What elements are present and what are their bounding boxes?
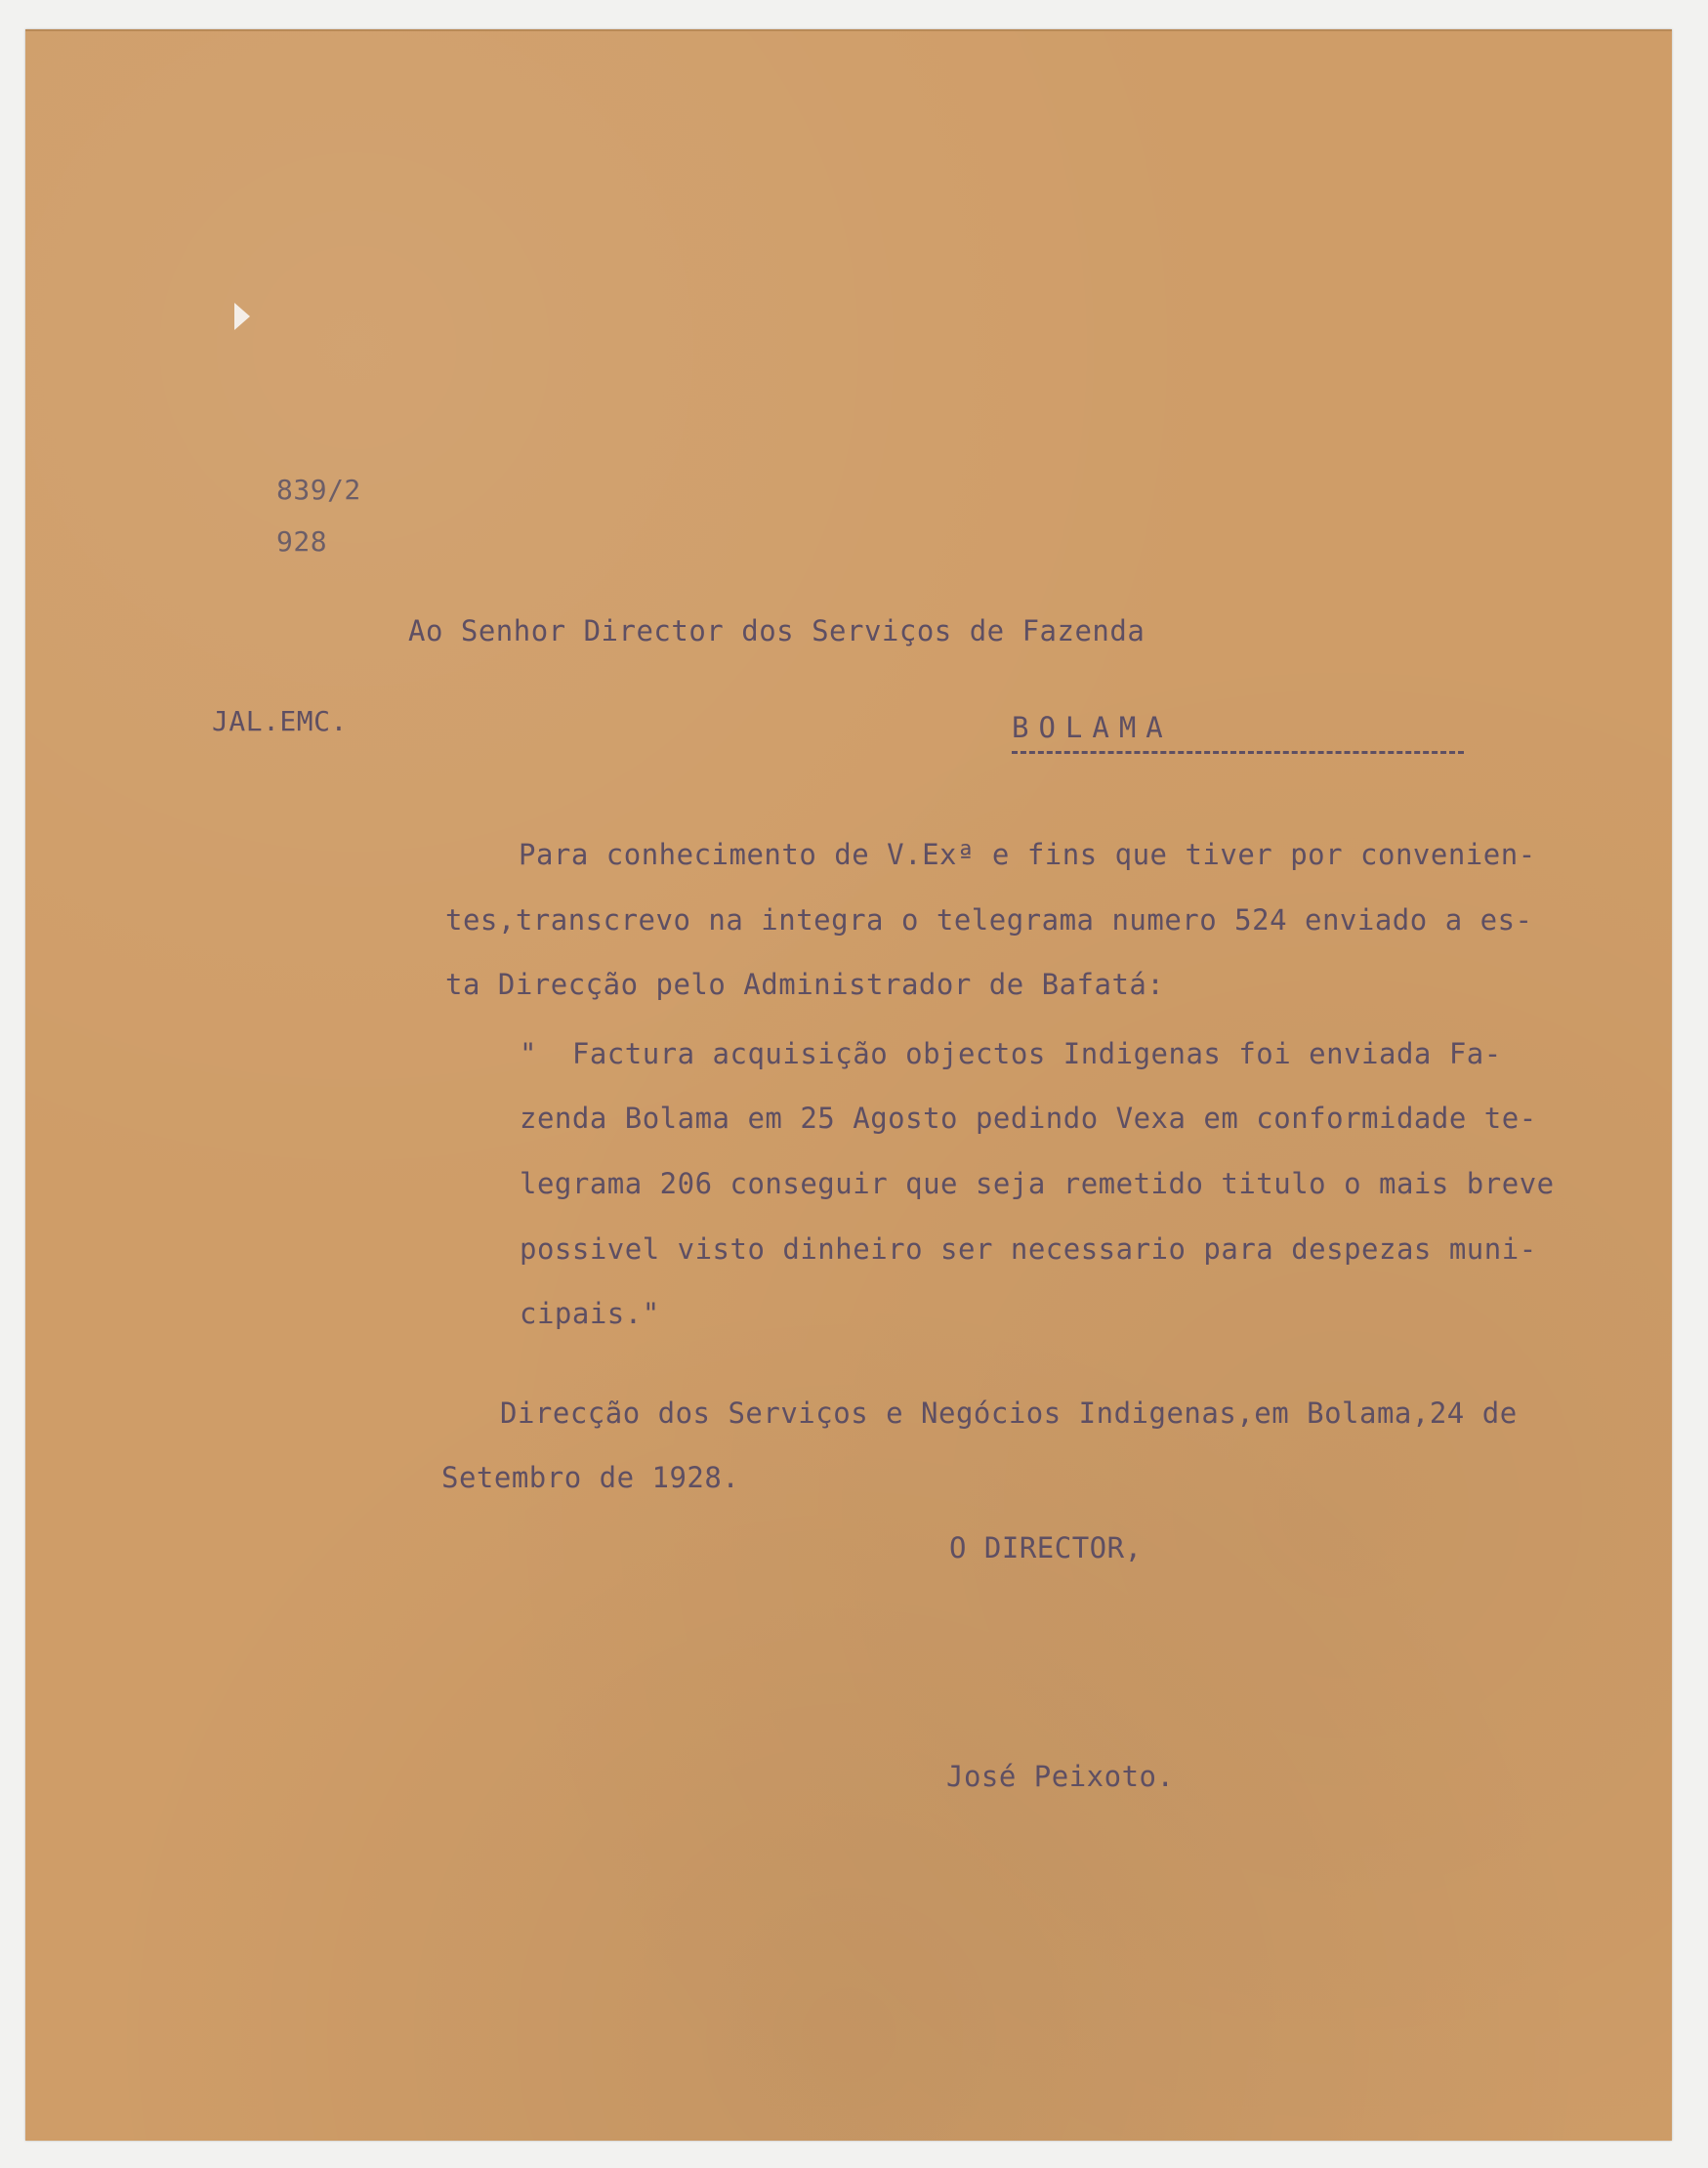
addressee-line: Ao Senhor Director dos Serviços de Fazenda (408, 614, 1146, 647)
closing-line-1: Direcção dos Serviços e Negócios Indigenas,em Bolama,24 de (500, 1397, 1518, 1430)
signer-title: O DIRECTOR, (949, 1531, 1143, 1564)
reference-number-line-2: 928 (276, 525, 328, 558)
body-line-1: Para conhecimento de V.Exª e fins que tiver por convenien- (519, 838, 1536, 871)
body-line-3: ta Direcção pelo Administrador de Bafatá: (445, 968, 1165, 1001)
quote-line-4: possivel visto dinheiro ser necessario para despezas muni- (520, 1232, 1537, 1266)
quote-line-2: zenda Bolama em 25 Agosto pedindo Vexa em conformidade te- (520, 1102, 1537, 1135)
destination-underline (1012, 751, 1464, 754)
quote-line-3: legrama 206 conseguir que seja remetido titulo o mais breve (520, 1167, 1555, 1200)
quote-line-5: cipais." (520, 1297, 660, 1330)
destination-place: BOLAMA (1012, 711, 1173, 744)
signer-name: José Peixoto. (946, 1760, 1175, 1793)
closing-line-2: Setembro de 1928. (441, 1461, 740, 1494)
document-sheet (25, 29, 1672, 2141)
quote-line-1: " Factura acquisição objectos Indigenas foi enviada Fa- (520, 1037, 1502, 1070)
typist-initials: JAL.EMC. (212, 705, 348, 737)
body-line-2: tes,transcrevo na integra o telegrama numero 524 enviado a es- (445, 903, 1533, 937)
punch-hole-mark (234, 303, 250, 330)
reference-number-line-1: 839/2 (276, 474, 361, 506)
